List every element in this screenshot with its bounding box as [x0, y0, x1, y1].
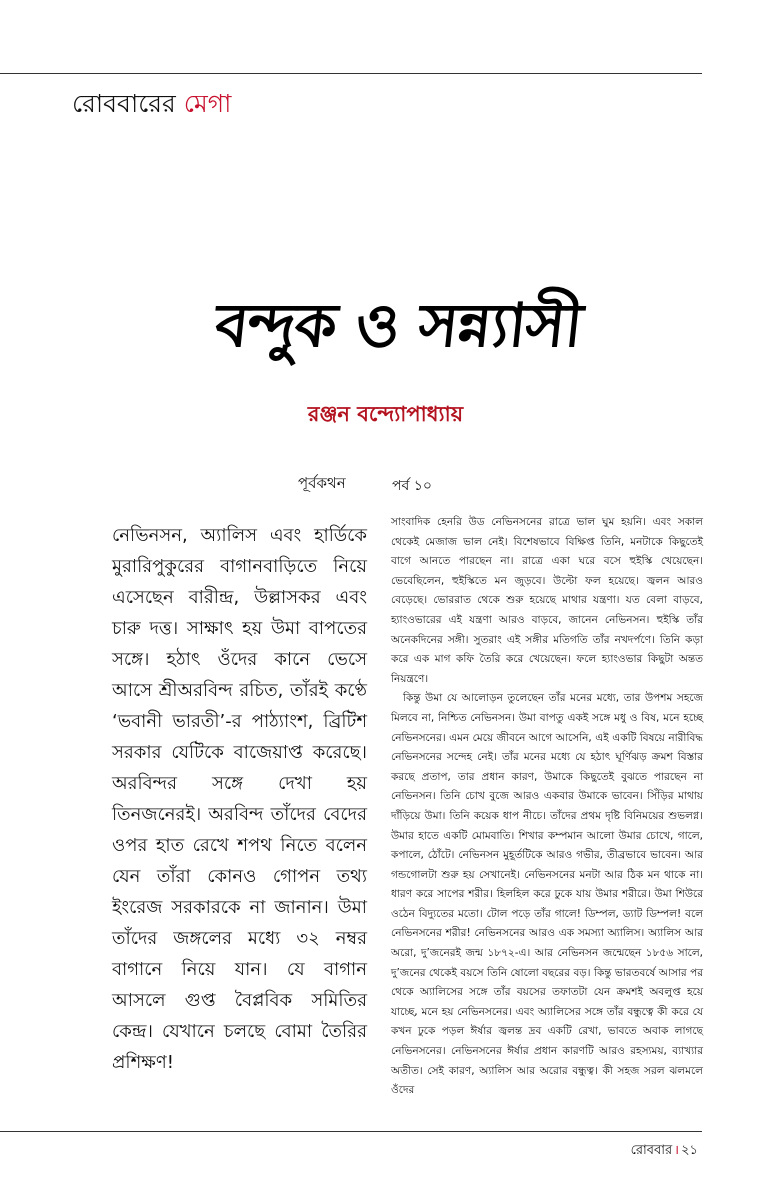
page-number: ২১ — [681, 1143, 698, 1158]
footer-magazine: রোববার — [630, 1143, 673, 1158]
body-paragraph: কিন্তু উমা যে আলোড়ন তুলেছেন তাঁর মনের মধ্যে, তার উপশম সহজে মিলবে না, নিশ্চিত নেভিনসন। উমা বাপতু একই সঙ্গে মধু ও বিষ, মনে হচ্ছে নেভিনসনের। এমন মেয়ে জীবনে আগে আসেনি, এই একটি বিষয়ে নারীবিদ্ধ নেভিনসনের সন্দেহ নেই। তাঁর মনের মধ্যে যে হঠাৎ ঘূর্ণিঝড় ক্রমশ বিস্তার করছে প্রতাপ, তার প্রধান কারণ, উমাকে কিছুতেই বুঝতে পারছেন না নেভিনসন। তিনি চোখ বুজে আরও একবার উমাকে ভাবেন। সিঁড়ির মাথায় দাঁড়িয়ে উমা। তিনি কয়েক ধাপ নীচে। তাঁদের প্রথম দৃষ্টি বিনিময়ের শুভলগ্ন। উমার হাতে একটি মোমবাতি। শিখার কম্পমান আলো উমার চোখে, গালে, কপালে, ঠোঁটে। নেভিনসন মুহূর্তটিকে আরও গভীর, তীব্রভাবে ভাবেন। আর গন্ডগোলটা শুরু হয় সেখানেই। নেভিনসনের মনটা আর ঠিক মন থাকে না। ধারণ করে সাপের শরীর। হিলহিল করে ঢুকে যায় উমার শরীরে। উমা শিউরে ওঠেন বিদ্যুতের মতো। টোল পড়ে তাঁর গালে! ডিম্পল, ড্যাট ডিম্পল! বলে নেভিনসনের শরীর! নেভিনসনের আরও এক সমস্যা অ্যালিস। অ্যালিস আর অরো, দু’জনেরই জন্ম ১৮৭২-এ। আর নেভিনসন জন্মেছেন ১৮৫৬ সালে, দু’জনের থেকেই বয়সে তিনি ষোলো বছরের বড়। কিন্তু ভারতবর্ষে আসার পর থেকে অ্যালিসের সঙ্গে তাঁর বয়সের তফাতটা যেন ক্রমশই অবলুপ্ত হয়ে যাচ্ছে, মনে হয় নেভিনসনের। এবং অ্যালিসের সঙ্গে তাঁর বন্ধুত্বে কী করে যে কখন ঢুকে পড়ল ঈর্ষার জ্বলন্ত দ্রব একটি রেখা, ভাবতে অবাক লাগছে নেভিনসনের। নেভিনসনের ঈর্ষার প্রধান কারণটি আরও রহস্যময়, ব্যাখ্যার অতীত। সেই কারণ, অ্যালিস আর অরোর বন্ধুত্ব। কী সহজ সরল ঝলমলে ওঁদের — [391, 692, 703, 1097]
article-body — [391, 513, 703, 1101]
page-footer — [631, 1140, 698, 1162]
body-paragraph: সাংবাদিক হেনরি উড নেভিনসনের রাত্রে ভাল ঘুম হয়নি। এবং সকাল থেকেই মেজাজ ভাল নেই। বিশেষভাবে বিক্ষিপ্ত তিনি, মনটাকে কিছুতেই বাগে আনতে পারছেন না। রাত্রে একা ঘরে বসে হুইস্কি খেয়েছেন। ভেবেছিলেন, হুইস্কিতে মন জুড়বে। উল্টো ফল হয়েছে। জ্বলন আরও বেড়েছে। ভোররাত থেকে শুরু হয়েছে মাথার যন্ত্রণা। যত বেলা বাড়বে, হ্যাংওভারের এই যন্ত্রণা আরও বাড়বে, জানেন নেভিনসন। হুইস্কি তাঁর অনেকদিনের সঙ্গী। সুতরাং এই সঙ্গীর মতিগতি তাঁর নখদর্পণে। তিনি কড়া করে এক মাগ কফি তৈরি করে খেয়েছেন। ফলে হ্যাংওভার কিছুটা অন্তত নিয়ন্ত্রণে। — [391, 516, 703, 685]
footer-separator: । — [674, 1143, 680, 1158]
bottom-rule — [0, 1131, 702, 1132]
header-lead: রোববারের — [72, 89, 176, 118]
intro-summary: নেভিনসন, অ্যালিস এবং হার্ডিকে মুরারিপুকুরের বাগানবাড়িতে নিয়ে এসেছেন বারীন্দ্র, উল্লাসকর এবং চারু দত্ত। সাক্ষাৎ হয় উমা বাপতের সঙ্গে। হঠাৎ ওঁদের কানে ভেসে আসে শ্রীঅরবিন্দ রচিত, তাঁরই কণ্ঠে ‘ভবানী ভারতী’-র পাঠ্যাংশ, ব্রিটিশ সরকার যেটিকে বাজেয়াপ্ত করেছে। অরবিন্দর সঙ্গে দেখা হয় তিনজনেরই। অরবিন্দ তাঁদের বেদের ওপর হাত রেখে শপথ নিতে বলেন যেন তাঁরা কোনও গোপন তথ্য ইংরেজ সরকারকে না জানান। উমা তাঁদের জঙ্গলের মধ্যে ৩২ নম্বর বাগানে নিয়ে যান। যে বাগান আসলে গুপ্ত বৈপ্লবিক সমিতির কেন্দ্র। যেখানে চলছে বোমা তৈরির প্রশিক্ষণ! — [112, 525, 367, 1073]
section-header — [72, 84, 231, 127]
section-label: পূর্বকথন — [298, 474, 346, 492]
article-title: বন্দুক ও সন্ন্যাসী — [211, 291, 586, 361]
article-author: রঞ্জন বন্দ্যোপাধ্যায় — [307, 402, 464, 426]
episode-label: পর্ব ১০ — [392, 478, 432, 494]
header-accent: মেগা — [183, 89, 232, 118]
top-rule — [0, 73, 702, 74]
